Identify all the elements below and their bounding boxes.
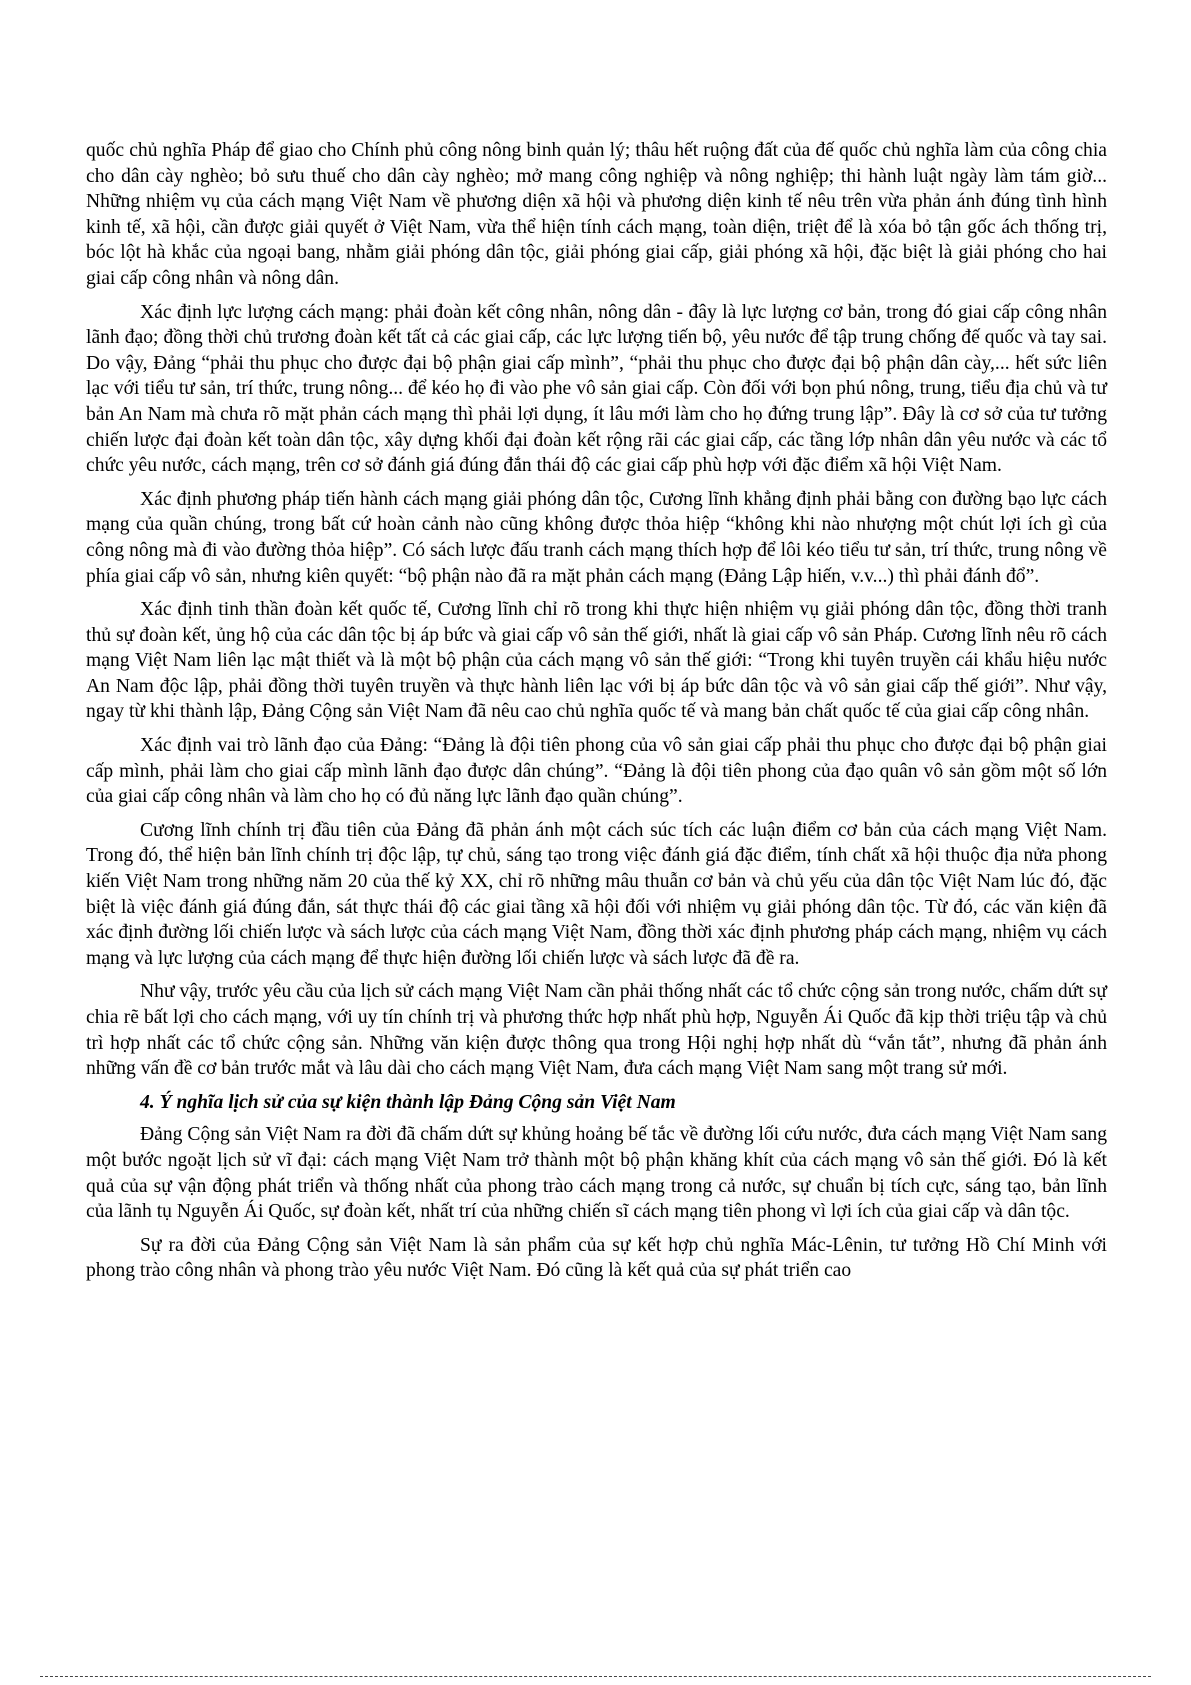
paragraph-international-solidarity: Xác định tinh thần đoàn kết quốc tế, Cương lĩnh chỉ rõ trong khi thực hiện nhiệm vụ giải phóng dân tộc, đồng thời tranh thủ sự đoàn kết, ủng hộ của các dân tộc bị áp bức và giai cấp vô sản thế giới, nhất là giai cấp vô sản Pháp. Cương lĩnh nêu rõ cách mạng Việt Nam liên lạc mật thiết và là một bộ phận của cách mạng vô sản thế giới: “Trong khi tuyên truyền cái khẩu hiệu nước An Nam độc lập, phải đồng thời tuyên truyền và thực hành liên lạc với bị áp bức dân tộc và vô sản giai cấp thế giới”. Như vậy, ngay từ khi thành lập, Đảng Cộng sản Việt Nam đã nêu cao chủ nghĩa quốc tế và mang bản chất quốc tế của giai cấp công nhân. [86,599,1107,723]
paragraph-revolutionary-forces: Xác định lực lượng cách mạng: phải đoàn kết công nhân, nông dân - đây là lực lượng cơ bản, trong đó giai cấp công nhân lãnh đạo; đồng thời chủ trương đoàn kết tất cả các giai cấp, các lực lượng tiến bộ, yêu nước để tập trung chống đế quốc và tay sai. Do vậy, Đảng “phải thu phục cho được đại bộ phận giai cấp mình”, “phải thu phục cho được đại bộ phận dân cày,... hết sức liên lạc với tiểu tư sản, trí thức, trung nông... để kéo họ đi vào phe vô sản giai cấp. Còn đối với bọn phú nông, trung, tiểu địa chủ và tư bản An Nam mà chưa rõ mặt phản cách mạng thì phải lợi dụng, ít lâu mới làm cho họ đứng trung lập”. Đây là cơ sở của tư tưởng chiến lược đại đoàn kết toàn dân tộc, xây dựng khối đại đoàn kết rộng rãi các giai cấp, các tầng lớp nhân dân yêu nước và các tổ chức yêu nước, cách mạng, trên cơ sở đánh giá đúng đắn thái độ các giai cấp phù hợp với đặc điểm xã hội Việt Nam. [86,301,1107,477]
footer-divider [40,1676,1151,1677]
paragraph-party-birth-product: Sự ra đời của Đảng Cộng sản Việt Nam là sản phẩm của sự kết hợp chủ nghĩa Mác-Lênin, tư tưởng Hồ Chí Minh với phong trào công nhân và phong trào yêu nước Việt Nam. Đó cũng là kết quả của sự phát triển cao [86,1234,1107,1282]
paragraph-unification-summary: Như vậy, trước yêu cầu của lịch sử cách mạng Việt Nam cần phải thống nhất các tổ chức cộng sản trong nước, chấm dứt sự chia rẽ bất lợi cho cách mạng, với uy tín chính trị và phương thức hợp nhất phù hợp, Nguyễn Ái Quốc đã kịp thời triệu tập và chủ trì hợp nhất các tổ chức cộng sản. Những văn kiện được thông qua trong Hội nghị hợp nhất dù “vắn tắt”, nhưng đã phản ánh những vấn đề cơ bản trước mắt và lâu dài cho cách mạng Việt Nam, đưa cách mạng Việt Nam sang một trang sử mới. [86,981,1107,1080]
paragraph-social-economic-tasks: quốc chủ nghĩa Pháp để giao cho Chính phủ công nông binh quản lý; thâu hết ruộng đất của đế quốc chủ nghĩa làm của công chia cho dân cày nghèo; bỏ sưu thuế cho dân cày nghèo; mở mang công nghiệp và nông nghiệp; thi hành luật ngày làm tám giờ... Những nhiệm vụ của cách mạng Việt Nam về phương diện xã hội và phương diện kinh tế nêu trên vừa phản ánh đúng tình hình kinh tế, xã hội, cần được giải quyết ở Việt Nam, vừa thể hiện tính cách mạng, toàn diện, triệt để là xóa bỏ tận gốc ách thống trị, bóc lột hà khắc của ngoại bang, nhằm giải phóng dân tộc, giải phóng giai cấp, giải phóng xã hội, đặc biệt là giải phóng cho hai giai cấp công nhân và nông dân. [86,140,1107,289]
document-page [86,138,1107,1292]
paragraph-party-leadership: Xác định vai trò lãnh đạo của Đảng: “Đảng là đội tiên phong của vô sản giai cấp phải thu phục cho được đại bộ phận giai cấp mình, phải làm cho giai cấp mình lãnh đạo được dân chúng”. “Đảng là đội tiên phong của đạo quân vô sản gồm một số lớn của giai cấp công nhân và làm cho họ có đủ năng lực lãnh đạo quần chúng”. [86,735,1107,808]
paragraph-revolutionary-method: Xác định phương pháp tiến hành cách mạng giải phóng dân tộc, Cương lĩnh khẳng định phải bằng con đường bạo lực cách mạng của quần chúng, trong bất cứ hoàn cảnh nào cũng không được thỏa hiệp “không khi nào nhượng một chút lợi ích gì của công nông mà đi vào đường thỏa hiệp”. Có sách lược đấu tranh cách mạng thích hợp để lôi kéo tiểu tư sản, trí thức, trung nông về phía giai cấp vô sản, nhưng kiên quyết: “bộ phận nào đã ra mặt phản cách mạng (Đảng Lập hiến, v.v...) thì phải đánh đổ”. [86,488,1107,587]
paragraph-political-platform: Cương lĩnh chính trị đầu tiên của Đảng đã phản ánh một cách súc tích các luận điểm cơ bản của cách mạng Việt Nam. Trong đó, thể hiện bản lĩnh chính trị độc lập, tự chủ, sáng tạo trong việc đánh giá đặc điểm, tính chất xã hội thuộc địa nửa phong kiến Việt Nam trong những năm 20 của thế kỷ XX, chỉ rõ những mâu thuẫn cơ bản và chủ yếu của dân tộc Việt Nam lúc đó, đặc biệt là việc đánh giá đúng đắn, sát thực thái độ các giai tầng xã hội đối với nhiệm vụ giải phóng dân tộc. Từ đó, các văn kiện đã xác định đường lối chiến lược và sách lược của cách mạng Việt Nam, đồng thời xác định phương pháp cách mạng, nhiệm vụ cách mạng và lực lượng của cách mạng để thực hiện đường lối chiến lược và sách lược đã đề ra. [86,819,1107,969]
paragraph-historical-significance: Đảng Cộng sản Việt Nam ra đời đã chấm dứt sự khủng hoảng bế tắc về đường lối cứu nước, đưa cách mạng Việt Nam sang một bước ngoặt lịch sử vĩ đại: cách mạng Việt Nam trở thành một bộ phận khăng khít của cách mạng vô sản thế giới. Đó là kết quả của sự vận động phát triển và thống nhất của phong trào cách mạng trong cả nước, sự chuẩn bị tích cực, sáng tạo, bản lĩnh của lãnh tụ Nguyễn Ái Quốc, sự đoàn kết, nhất trí của những chiến sĩ cách mạng tiên phong vì lợi ích của giai cấp và dân tộc. [86,1124,1107,1223]
section-heading: 4. Ý nghĩa lịch sử của sự kiện thành lập Đảng Cộng sản Việt Nam [140,1091,676,1113]
